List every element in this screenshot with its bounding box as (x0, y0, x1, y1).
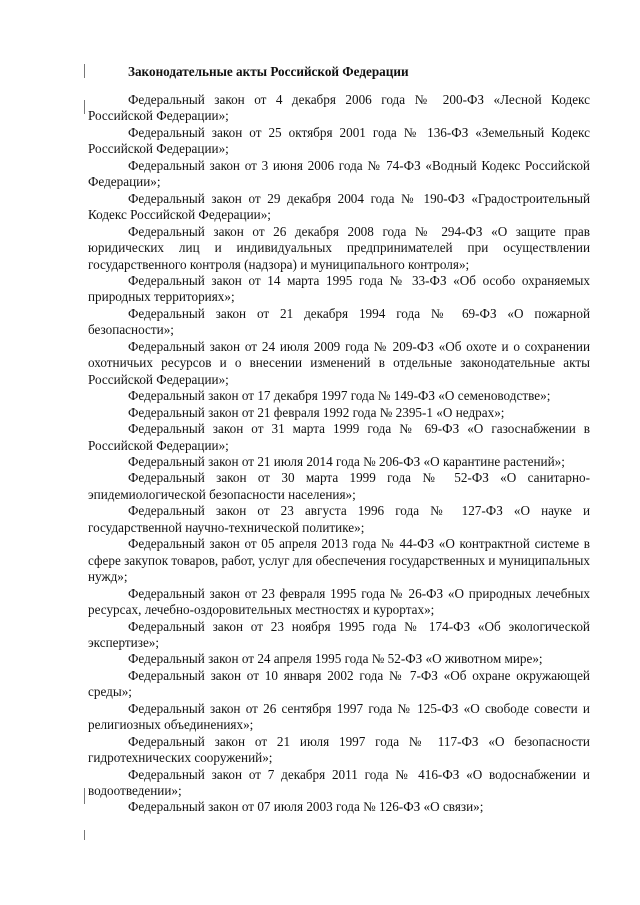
law-paragraph: Федеральный закон от 24 апреля 1995 года № 52-ФЗ «О животном мире»; (128, 651, 543, 667)
law-paragraph: Федеральный закон от 7 декабря 2011 года № 416-ФЗ «О водоснабжении и водоотведении»; (88, 766, 590, 799)
law-paragraph: Федеральный закон от 4 декабря 2006 года № 200-ФЗ «Лесной Кодекс Российской Федерации»; (88, 92, 590, 124)
law-list (88, 92, 590, 816)
law-paragraph: Федеральный закон от 23 ноября 1995 года № 174-ФЗ «Об экологической экспертизе»; (88, 618, 590, 650)
law-paragraph: Федеральный закон от 17 декабря 1997 года № 149-ФЗ «О семеноводстве»; (128, 388, 551, 404)
law-paragraph: Федеральный закон от 21 декабря 1994 года № 69-ФЗ «О пожарной безопасности»; (88, 305, 590, 338)
law-paragraph: Федеральный закон от 21 февраля 1992 года № 2395-1 «О недрах»; (128, 404, 505, 420)
law-paragraph: Федеральный закон от 21 июля 1997 года № 117-ФЗ «О безопасности гидротехнических сооружений»; (88, 733, 590, 766)
scan-margin-mark (84, 100, 85, 114)
law-paragraph: Федеральный закон от 30 марта 1999 года № 52-ФЗ «О санитарно-эпидемиологической безопасности населения»; (88, 470, 590, 502)
law-paragraph: Федеральный закон от 10 января 2002 года № 7-ФЗ «Об охране окружающей среды»; (88, 667, 590, 700)
law-paragraph: Федеральный закон от 23 августа 1996 года № 127-ФЗ «О науке и государственной научно-технической политике»; (88, 503, 590, 535)
law-paragraph: Федеральный закон от 24 июля 2009 года № 209-ФЗ «Об охоте и о сохранении охотничьих ресурсов и о внесении изменений в отдельные законодательные акты Российской Федерации»; (88, 338, 590, 387)
scan-margin-mark (84, 788, 85, 804)
law-paragraph: Федеральный закон от 25 октября 2001 года № 136-ФЗ «Земельный Кодекс Российской Федерации»; (88, 124, 590, 157)
law-paragraph: Федеральный закон от 29 декабря 2004 года № 190-ФЗ «Градостроительный Кодекс Российской Федерации»; (88, 190, 590, 223)
scan-margin-mark (84, 830, 85, 840)
law-paragraph: Федеральный закон от 14 марта 1995 года № 33-ФЗ «Об особо охраняемых природных территориях»; (88, 272, 590, 305)
law-paragraph: Федеральный закон от 26 декабря 2008 года № 294-ФЗ «О защите прав юридических лиц и индивидуальных предпринимателей при осуществлении государственного контроля (надзора) и муниципального контроля»; (88, 223, 590, 272)
scan-margin-mark (84, 64, 85, 78)
law-paragraph: Федеральный закон от 05 апреля 2013 года № 44-ФЗ «О контрактной системе в сфере закупок товаров, работ, услуг для обеспечения государственных и муниципальных нужд»; (88, 536, 590, 585)
law-paragraph: Федеральный закон от 26 сентября 1997 года № 125-ФЗ «О свободе совести и религиозных объединениях»; (88, 700, 590, 733)
law-paragraph: Федеральный закон от 3 июня 2006 года № 74-ФЗ «Водный Кодекс Российской Федерации»; (88, 157, 590, 190)
law-paragraph: Федеральный закон от 31 марта 1999 года № 69-ФЗ «О газоснабжении в Российской Федерации»; (88, 421, 590, 453)
law-paragraph: Федеральный закон от 07 июля 2003 года № 126-ФЗ «О связи»; (128, 799, 484, 815)
law-paragraph: Федеральный закон от 23 февраля 1995 года № 26-ФЗ «О природных лечебных ресурсах, лечебно-оздоровительных местностях и курортах»; (88, 585, 590, 618)
document-heading: Законодательные акты Российской Федерации (128, 64, 409, 79)
law-paragraph: Федеральный закон от 21 июля 2014 года № 206-ФЗ «О карантине растений»; (128, 453, 565, 469)
